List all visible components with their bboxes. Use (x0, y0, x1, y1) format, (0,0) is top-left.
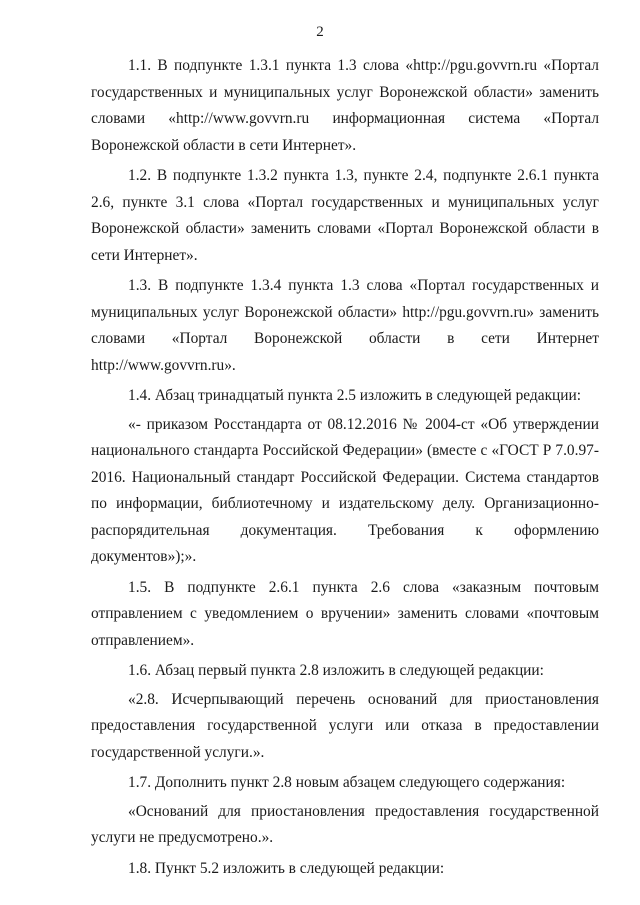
page-number: 2 (316, 24, 324, 40)
paragraph-1-6: 1.6. Абзац первый пункта 2.8 изложить в следующей редакции: (128, 662, 544, 679)
document-body (91, 53, 599, 886)
paragraph-1-2: 1.2. В подпункте 1.3.2 пункта 1.3, пункте 2.4, подпункте 2.6.1 пункта 2.6, пункте 3.1 слова «Портал государственных и муниципальных услуг Воронежской области» заменить словами «Портал Воронежской области в сети Интернет». (91, 167, 599, 264)
paragraph-1-1: 1.1. В подпункте 1.3.1 пункта 1.3 слова «http://pgu.govvrn.ru «Портал государственных и муниципальных услуг Воронежской области» заменить словами «http://www.govvrn.ru информационная система «Портал Воронежской области в сети Интернет». (91, 57, 599, 154)
paragraph-1-8: 1.8. Пункт 5.2 изложить в следующей редакции: (128, 859, 445, 877)
quote-1-6: «2.8. Исчерпывающий перечень оснований для приостановления предоставления государственной услуги или отказа в предоставлении государственной услуги.». (91, 690, 599, 761)
paragraph-1-7: 1.7. Дополнить пункт 2.8 новым абзацем следующего содержания: (128, 774, 566, 791)
quote-1-7: «Оснований для приостановления предоставления государственной услуги не предусмотрено.». (91, 802, 599, 846)
quote-1-4: «- приказом Росстандарта от 08.12.2016 № 2004-ст «Об утверждении национального стандарта Российской Федерации» (вместе с «ГОСТ Р 7.0.97-2016. Национальный стандарт Российской Федерации. Система стандартов по информации, библиотечному и издательскому делу. Организационно-распорядительная документация. Требования к оформлению документов»);». (91, 415, 599, 565)
paragraph-1-3: 1.3. В подпункте 1.3.4 пункта 1.3 слова «Портал государственных и муниципальных услуг Воронежской области» http://pgu.govvrn.ru» заменить словами «Портал Воронежской области в сети Интернет http://www.govvrn.ru». (91, 277, 599, 374)
paragraph-1-5: 1.5. В подпункте 2.6.1 пункта 2.6 слова «заказным почтовым отправлением с уведомлением о вручении» заменить словами «почтовым отправлением». (91, 578, 599, 649)
paragraph-1-4: 1.4. Абзац тринадцатый пункта 2.5 изложить в следующей редакции: (128, 387, 582, 404)
